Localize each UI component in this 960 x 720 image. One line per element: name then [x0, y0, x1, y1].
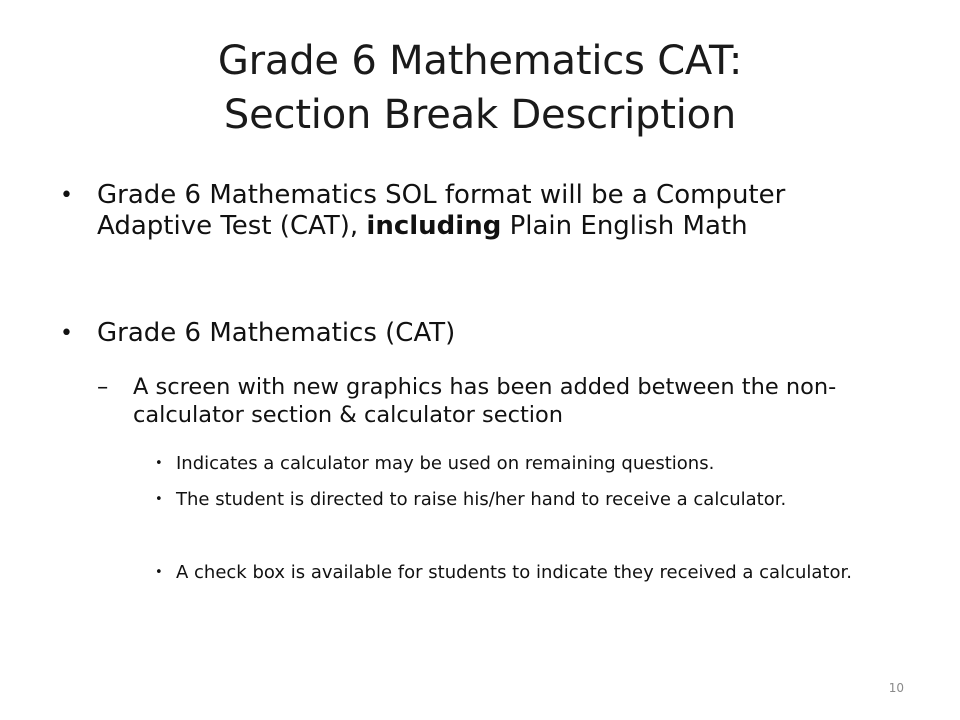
- slide-title: [120, 34, 840, 142]
- bullet-text-after: Plain English Math: [501, 211, 748, 241]
- bullet-icon: •: [60, 321, 73, 346]
- sub-sub-bullet-text: The student is directed to raise his/her hand to receive a calculator.: [176, 489, 787, 510]
- sub-bullet-text: A screen with new graphics has been added between the non-calculator section & calculator section: [133, 374, 837, 428]
- bullet-text: Grade 6 Mathematics (CAT): [97, 318, 456, 348]
- slide-page-number: 10: [888, 681, 904, 695]
- sub-sub-bullet-raise-hand: [155, 487, 876, 512]
- sub-sub-bullet-check-box: [155, 560, 876, 585]
- sub-sub-bullet-text: Indicates a calculator may be used on remaining questions.: [176, 453, 715, 474]
- sub-sub-bullet-text: A check box is available for students to indicate they received a calculator.: [176, 562, 852, 583]
- bullet-sol-format: [60, 180, 877, 242]
- title-line-2: Section Break Description: [223, 92, 737, 138]
- bullet-icon: •: [155, 456, 163, 471]
- dash-icon: –: [97, 374, 109, 400]
- sub-bullet-new-screen: [97, 373, 873, 429]
- bullet-icon: •: [155, 565, 163, 580]
- bullet-icon: •: [155, 492, 163, 507]
- title-line-1: Grade 6 Mathematics CAT:: [217, 38, 743, 84]
- bullet-grade6-cat: [60, 318, 877, 349]
- bullet-text-bold: including: [366, 211, 502, 241]
- bullet-text-before: Grade 6 Mathematics SOL format will be a Computer Adaptive Test (CAT),: [97, 180, 786, 241]
- sub-sub-bullet-calculator-use: [155, 451, 876, 476]
- bullet-icon: •: [60, 183, 73, 208]
